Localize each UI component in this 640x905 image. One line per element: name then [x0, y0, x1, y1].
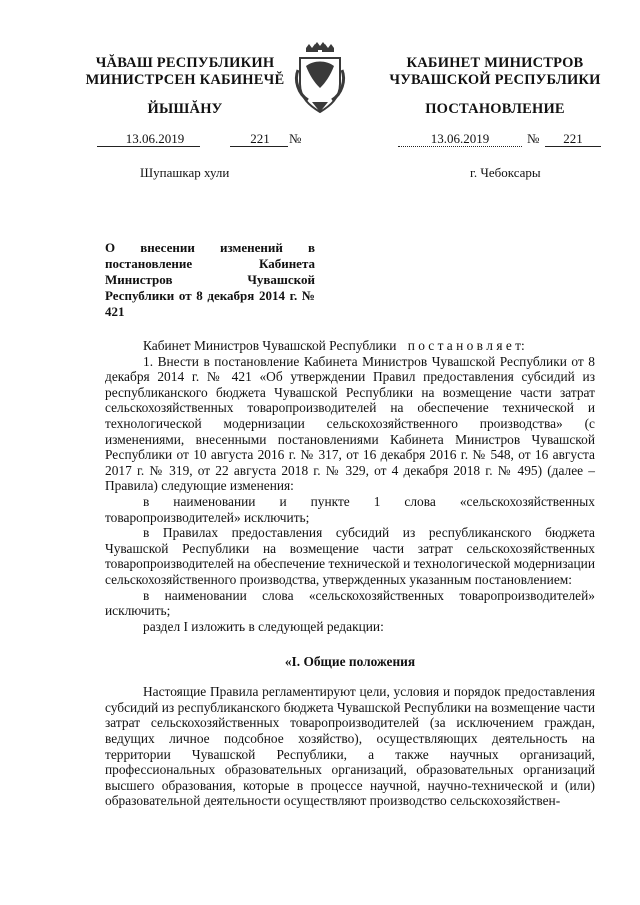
paragraph-6: раздел I изложить в следующей редакции: — [143, 618, 384, 634]
paragraph-7: Настоящие Правила регламентируют цели, условия и порядок предоставления субсидий из республиканского бюджета Чувашской Республики на возмещение части затрат сельскохозяйственных товаропроизводителей (за исключением граждан, ведущих личное подсобное хозяйство), осуществляющих деятельность на территории Чувашской Республики, а также научных организаций, профессиональных образовательных организаций, образовательных организаций высшего образования, которые в процессе научной, научно-технической и (или) образовательной деятельности осуществляют производство сельскохозяйствен- — [105, 684, 595, 809]
section-heading: «I. Общие положения — [284, 654, 416, 670]
header-right-block — [375, 55, 615, 89]
header-left-block — [70, 55, 300, 89]
left-date: 13.06.2019 — [125, 131, 185, 146]
header-left-line1: ЧĂВАШ РЕСПУБЛИКИН — [95, 55, 275, 71]
right-city: г. Чебоксары — [470, 165, 541, 180]
left-number: 221 — [250, 131, 270, 146]
paragraph-1 — [105, 338, 595, 354]
left-number-sign: № — [289, 131, 302, 146]
paragraph-1-spaced: п о с т а н о в л я е т: — [407, 338, 525, 353]
right-number: 221 — [563, 131, 583, 146]
document-body — [105, 338, 595, 809]
header-right-doctype: ПОСТАНОВЛЕНИЕ — [425, 101, 565, 117]
right-date: 13.06.2019 — [430, 131, 490, 146]
header-left-line2: МИНИСТРСЕН КАБИНЕЧĔ — [85, 72, 285, 88]
coat-of-arms-emblem — [292, 40, 348, 118]
header-right-line1: КАБИНЕТ МИНИСТРОВ — [406, 55, 584, 71]
header-left-doctype: ЙЫШĂНУ — [147, 101, 223, 117]
paragraph-1-prefix: Кабинет Министров Чувашской Республики — [143, 338, 397, 353]
left-city: Шупашкар хули — [140, 165, 230, 180]
right-number-sign: № — [527, 131, 540, 146]
paragraph-4: в Правилах предоставления субсидий из республиканского бюджета Чувашской Республики на возмещение части затрат сельскохозяйственных товаропроизводителей на обеспечение технической и технологической модернизации сельскохозяйственного производства, утвержденных указанным постановлением: — [105, 525, 595, 587]
paragraph-3: в наименовании и пункте 1 слова «сельскохозяйственных товаропроизводителей» исключить; — [105, 493, 595, 525]
paragraph-5: в наименовании слова «сельскохозяйственных товаропроизводителей» исключить; — [105, 587, 595, 619]
paragraph-2: 1. Внести в постановление Кабинета Министров Чувашской Республики от 8 декабря 2014 г. № 421 «Об утверждении Правил предоставления субсидий из республиканского бюджета Чувашской Республики на возмещение части затрат сельскохозяйственных товаропроизводителей на обеспечение технической и технологической модернизации сельскохозяйственного производства» (с изменениями, внесенными постановлениями Кабинета Министров Чувашской Республики от 10 августа 2016 г. № 317, от 16 декабря 2016 г. № 548, от 16 августа 2017 г. № 319, от 22 августа 2018 г. № 329, от 4 декабря 2018 г. № 495) (далее – Правила) следующие изменения: — [105, 353, 595, 494]
document-title: О внесении изменений в постановление Кабинета Министров Чувашской Республики от 8 декабря 2014 г. № 421 — [105, 240, 315, 319]
header-right-line2: ЧУВАШСКОЙ РЕСПУБЛИКИ — [389, 72, 601, 88]
